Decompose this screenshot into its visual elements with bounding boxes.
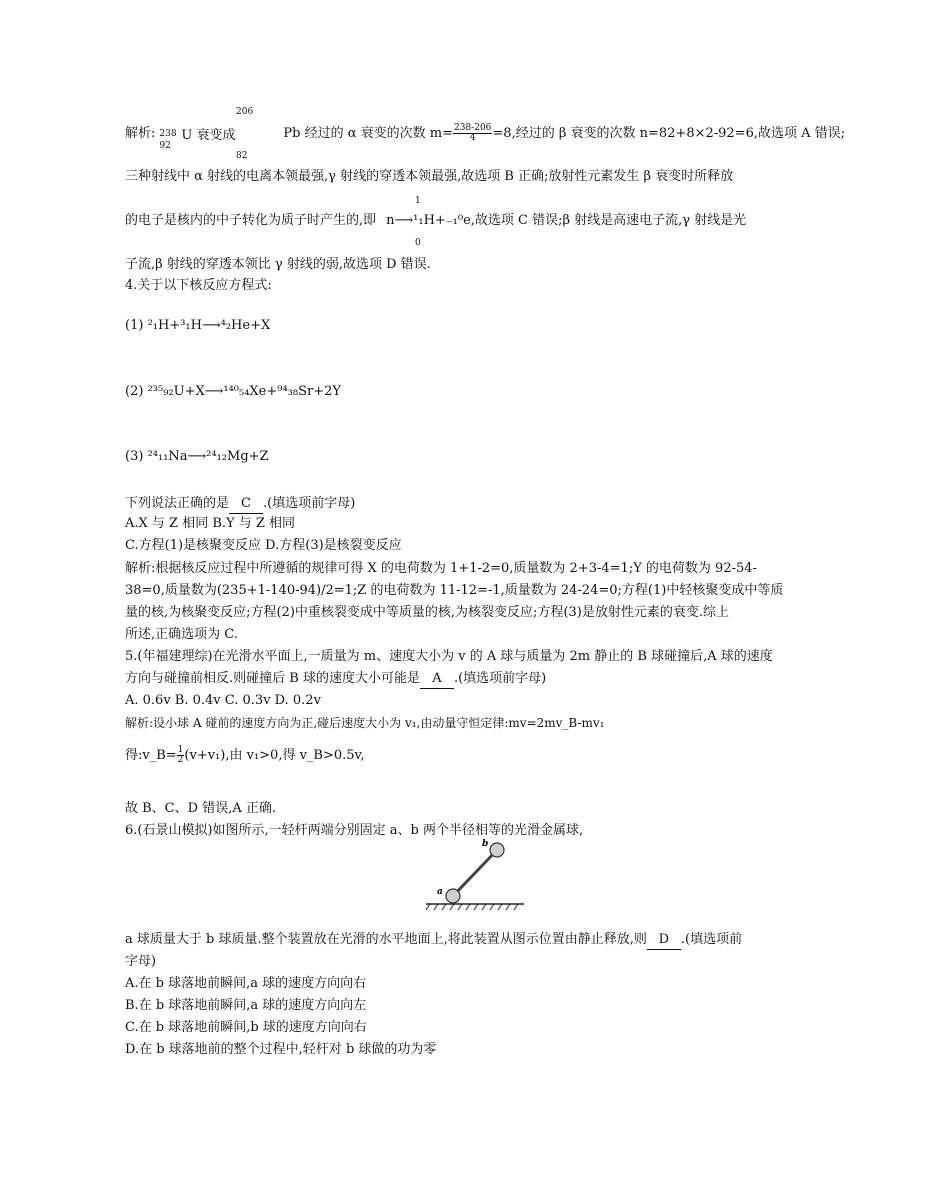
q5-answer-blank: A xyxy=(420,670,454,689)
q4-equation-3: (3) ²⁴₁₁Na⟶²⁴₁₂Mg+Z xyxy=(125,449,269,464)
q4-answer-blank: C xyxy=(229,495,263,514)
q5-analysis-line1: 解析:设小球 A 碰前的速度方向为正,碰后速度大小为 v₁,由动量守恒定律:mv=2mv_B-mv₁ xyxy=(125,716,605,730)
q4-title: 4.关于以下核反应方程式: xyxy=(125,278,272,293)
q6-line2: a 球质量大于 b 球质量.整个装置放在光滑的水平地面上,将此装置从图示位置由静止释放,则 D .(填选项前 xyxy=(125,931,742,950)
q4-analysis-line4: 所述,正确选项为 C. xyxy=(125,627,238,642)
q4-analysis-line1: 解析:根据核反应过程中所遵循的规律可得 X 的电荷数为 1+1-2=0,质量数为 2+3-4=1;Y 的电荷数为 92-54- xyxy=(125,561,757,576)
q4-options-ab: A.X 与 Z 相同 B.Y 与 Z 相同 xyxy=(125,516,296,531)
q5-line1: 5.(年福建理综)在光滑水平面上,一质量为 m、速度大小为 v 的 A 球与质量为 2m 静止的 B 球碰撞后,A 球的速度 xyxy=(125,649,773,664)
one-half-fraction: $\frac{1}{2}$ xyxy=(177,745,184,765)
alpha-count-fraction: $\frac{238-206}{4}$ xyxy=(454,123,492,143)
light-rod xyxy=(453,850,497,896)
analysis3-line4: 子流,β 射线的穿透本领比 γ 射线的弱,故选项 D 错误. xyxy=(125,257,431,272)
q4-analysis-line3: 量的核,为核聚变反应;方程(2)中重核裂变成中等质量的核,为核裂变反应;方程(3)是放射性元素的衰变.综上 xyxy=(125,605,729,620)
q4-options-cd: C.方程(1)是核聚变反应 D.方程(3)是核裂变反应 xyxy=(125,538,402,553)
q6-option-a: A.在 b 球落地前瞬间,a 球的速度方向向右 xyxy=(125,976,367,991)
rod-balls-figure xyxy=(420,836,530,912)
pb-atomic-number: 82 xyxy=(236,151,248,161)
q6-line1: 6.(石景山模拟)如图所示,一轻杆两端分别固定 a、b 两个半径相等的光滑金属球, xyxy=(125,823,584,838)
q6-answer-blank: D xyxy=(647,931,681,950)
q4-stem: 下列说法正确的是 C .(填选项前字母) xyxy=(125,495,355,514)
q6-line3: 字母) xyxy=(125,954,157,969)
q4-equation-2: (2) ²³⁵₉₂U+X⟶¹⁴⁰₅₄Xe+⁹⁴₃₈Sr+2Y xyxy=(125,384,341,399)
ball-b xyxy=(490,843,504,857)
q5-options: A. 0.6v B. 0.4v C. 0.3v D. 0.2v xyxy=(125,693,321,708)
ball-a xyxy=(446,889,460,903)
ground-hatch xyxy=(426,904,518,910)
q6-option-d: D.在 b 球落地前的整个过程中,轻杆对 b 球做的功为零 xyxy=(125,1042,437,1057)
analysis3-line1: 解析: 238 92 U 衰变成 Pb 经过的 α 衰变的次数 m= $\frac{238-206}{4}$ =8,经过的 β 衰变的次数 n=82+8×2-92=6,故选项 A 错误; xyxy=(125,123,846,151)
q5-analysis-line2: 得:v_B= $\frac{1}{2}$ (v+v₁),由 v₁>0,得 v_B>0.5v, xyxy=(125,745,365,765)
q4-equation-1: (1) ²₁H+³₁H⟶⁴₂He+X xyxy=(125,318,271,333)
q5-analysis-line3: 故 B、C、D 错误,A 正确. xyxy=(125,801,276,816)
analysis3-line3: 的电子是核内的中子转化为质子时产生的,即 n⟶¹₁H+₋₁⁰e,故选项 C 错误;β 射线是高速电子流,γ 射线是光 xyxy=(125,213,747,228)
q6-option-c: C.在 b 球落地前瞬间,b 球的速度方向向右 xyxy=(125,1020,367,1035)
neutron-atomic-number: 0 xyxy=(415,238,421,248)
q5-line2: 方向与碰撞前相反.则碰撞后 B 球的速度大小可能是 A .(填选项前字母) xyxy=(125,670,546,689)
label-a: a xyxy=(437,887,443,897)
label-b: b xyxy=(482,839,489,849)
neutron-mass-number: 1 xyxy=(415,196,421,206)
q4-analysis-line2: 38=0,质量数为(235+1-140-94)/2=1;Z 的电荷数为 11-12=-1,质量数为 24-24=0;方程(1)中轻核聚变成中等质 xyxy=(125,583,784,598)
q6-option-b: B.在 b 球落地前瞬间,a 球的速度方向向左 xyxy=(125,998,367,1013)
pb-mass-number: 206 xyxy=(236,107,254,117)
analysis3-line2: 三种射线中 α 射线的电离本领最强,γ 射线的穿透本领最强,故选项 B 正确;放射性元素发生 β 衰变时所释放 xyxy=(125,169,734,184)
